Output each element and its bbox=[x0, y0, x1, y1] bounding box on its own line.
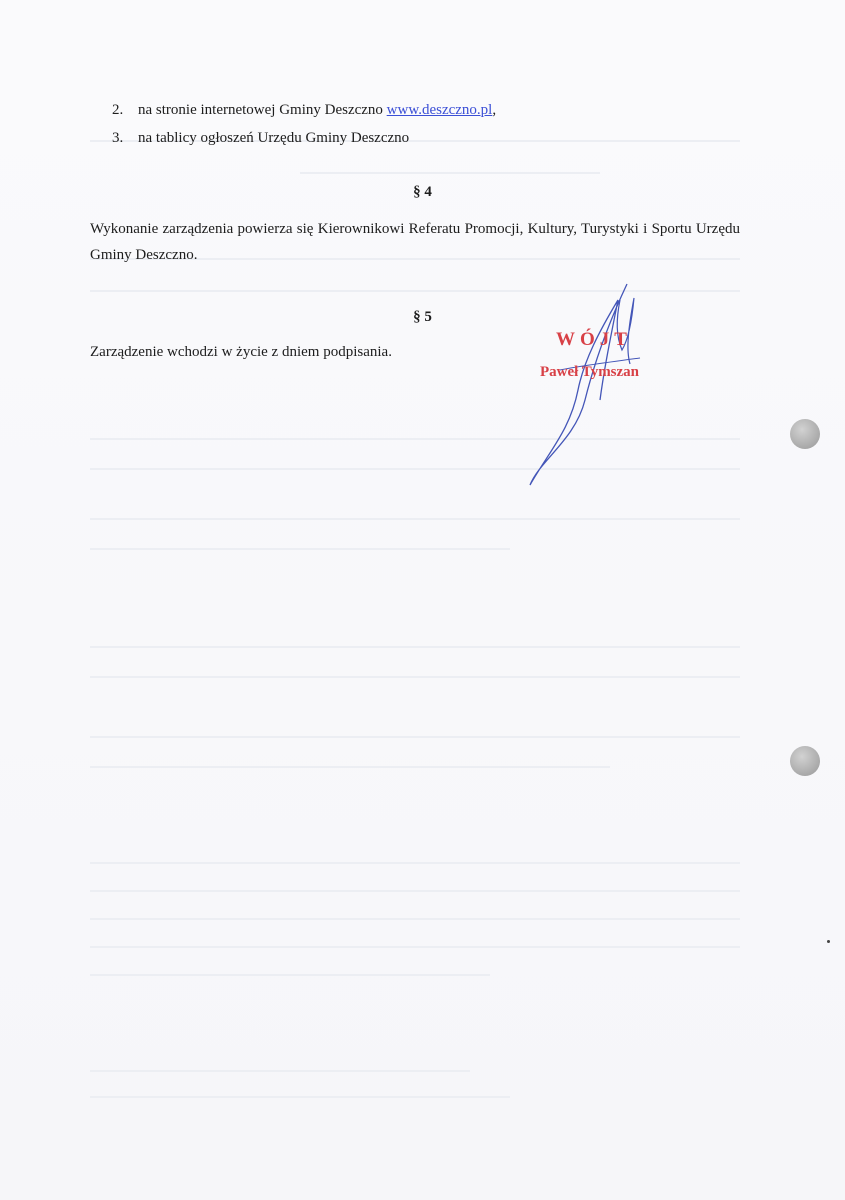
show-through-line bbox=[90, 736, 740, 738]
show-through-line bbox=[90, 1070, 470, 1072]
show-through-line bbox=[300, 172, 600, 174]
punch-hole bbox=[790, 746, 820, 776]
section-4-text: Wykonanie zarządzenia powierza się Kierownikowi Referatu Promocji, Kultury, Turystyki i Sportu Urzędu Gminy Deszczno. bbox=[90, 221, 740, 263]
list-item-number: 3. bbox=[112, 130, 124, 146]
show-through-line bbox=[90, 676, 740, 678]
show-through-line bbox=[90, 918, 740, 920]
list-item-number: 2. bbox=[112, 102, 124, 118]
show-through-line bbox=[90, 1096, 510, 1098]
show-through-line bbox=[90, 862, 740, 864]
list-item-suffix: , bbox=[492, 102, 497, 118]
show-through-line bbox=[90, 518, 740, 520]
list-item bbox=[112, 96, 496, 124]
section-5-heading: § 5 bbox=[413, 309, 432, 325]
distribution-list bbox=[112, 96, 496, 152]
handwritten-signature bbox=[500, 280, 660, 500]
list-item bbox=[112, 124, 496, 152]
signature-stroke bbox=[530, 284, 627, 485]
website-link[interactable]: www.deszczno.pl bbox=[386, 102, 493, 118]
show-through-line bbox=[90, 974, 490, 976]
list-item-text: na tablicy ogłoszeń Urzędu Gminy Deszczno bbox=[138, 130, 410, 146]
show-through-line bbox=[90, 646, 740, 648]
show-through-line bbox=[90, 890, 740, 892]
section-5-text: Zarządzenie wchodzi w życie z dniem podpisania. bbox=[90, 344, 392, 360]
list-item-text: na stronie internetowej Gminy Deszczno bbox=[138, 102, 387, 118]
show-through-line bbox=[90, 766, 610, 768]
scan-speck bbox=[827, 940, 830, 943]
stamp-title: WÓJT bbox=[556, 329, 632, 350]
stamp-name: Paweł Tymszan bbox=[540, 364, 640, 380]
show-through-line bbox=[90, 548, 510, 550]
punch-hole bbox=[790, 419, 820, 449]
show-through-line bbox=[90, 946, 740, 948]
section-4-heading: § 4 bbox=[413, 184, 432, 200]
